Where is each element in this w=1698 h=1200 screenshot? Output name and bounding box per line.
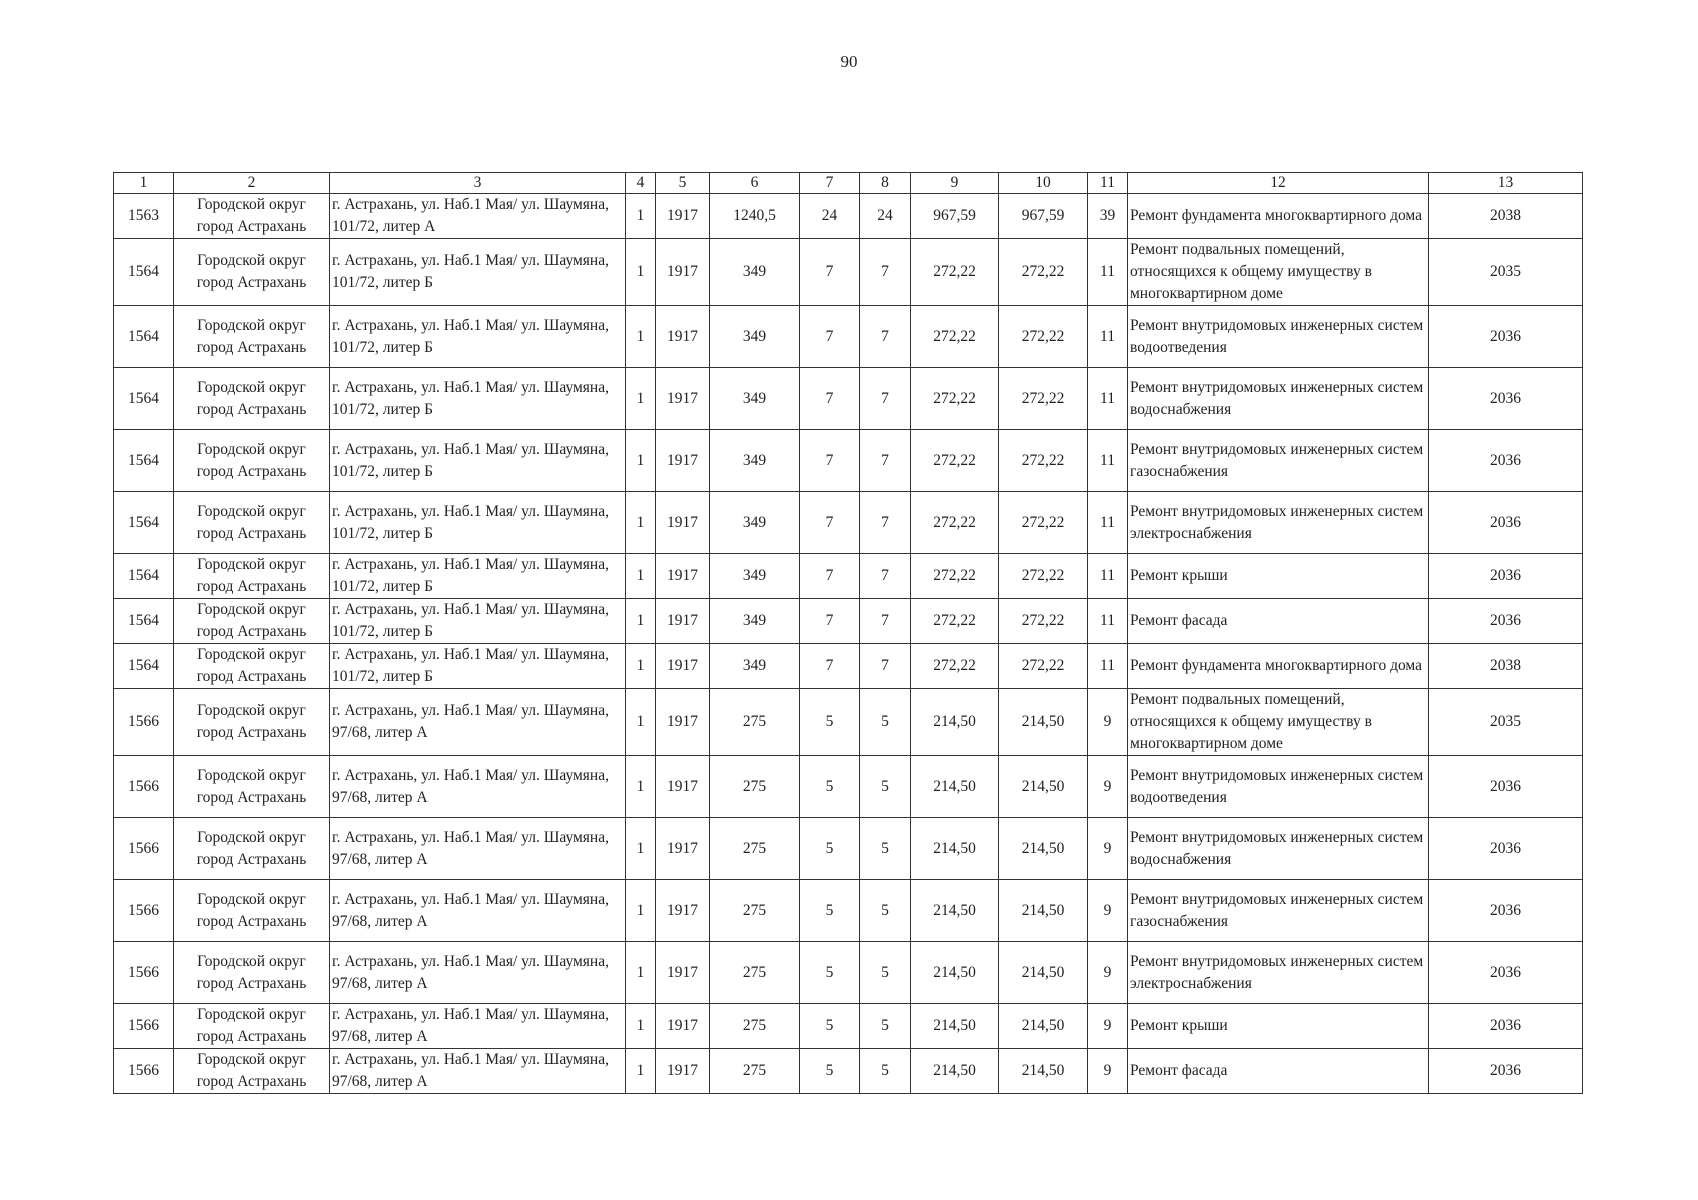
year-planned-cell: 2036 xyxy=(1429,492,1583,554)
year-built-cell: 1917 xyxy=(656,554,710,599)
col-7-cell: 5 xyxy=(800,1004,860,1049)
area-9-cell: 214,50 xyxy=(911,756,999,818)
column-header-2: 2 xyxy=(174,173,330,194)
area-9-cell: 272,22 xyxy=(911,368,999,430)
municipality-cell: Городской округ город Астрахань xyxy=(174,1004,330,1049)
municipality-cell: Городской округ город Астрахань xyxy=(174,818,330,880)
col-4-cell: 1 xyxy=(626,880,656,942)
col-4-cell: 1 xyxy=(626,942,656,1004)
municipality-cell: Городской округ город Астрахань xyxy=(174,430,330,492)
page-number: 90 xyxy=(840,52,858,71)
work-type-cell: Ремонт внутридомовых инженерных систем электроснабжения xyxy=(1128,942,1429,1004)
col-7-cell: 24 xyxy=(800,194,860,239)
column-header-5: 5 xyxy=(656,173,710,194)
row-number-cell: 1564 xyxy=(114,368,174,430)
work-type-cell: Ремонт подвальных помещений, относящихся к общему имуществу в многоквартирном доме xyxy=(1128,689,1429,756)
col-7-cell: 5 xyxy=(800,1049,860,1094)
col-4-cell: 1 xyxy=(626,756,656,818)
col-11-cell: 11 xyxy=(1088,430,1128,492)
year-planned-cell: 2036 xyxy=(1429,554,1583,599)
col-8-cell: 7 xyxy=(860,430,911,492)
address-cell: г. Астрахань, ул. Наб.1 Мая/ ул. Шаумяна, 97/68, литер А xyxy=(330,1004,626,1049)
area-9-cell: 214,50 xyxy=(911,1004,999,1049)
municipality-cell: Городской округ город Астрахань xyxy=(174,194,330,239)
address-cell: г. Астрахань, ул. Наб.1 Мая/ ул. Шаумяна, 97/68, литер А xyxy=(330,880,626,942)
col-4-cell: 1 xyxy=(626,689,656,756)
area-9-cell: 272,22 xyxy=(911,554,999,599)
col-7-cell: 5 xyxy=(800,818,860,880)
year-built-cell: 1917 xyxy=(656,818,710,880)
year-built-cell: 1917 xyxy=(656,1004,710,1049)
total-area-cell: 349 xyxy=(710,599,800,644)
year-planned-cell: 2036 xyxy=(1429,599,1583,644)
year-planned-cell: 2036 xyxy=(1429,430,1583,492)
col-4-cell: 1 xyxy=(626,239,656,306)
row-number-cell: 1564 xyxy=(114,306,174,368)
row-number-cell: 1566 xyxy=(114,1049,174,1094)
col-7-cell: 5 xyxy=(800,756,860,818)
table-row xyxy=(114,689,1583,756)
year-built-cell: 1917 xyxy=(656,368,710,430)
row-number-cell: 1564 xyxy=(114,554,174,599)
row-number-cell: 1564 xyxy=(114,599,174,644)
table-row xyxy=(114,599,1583,644)
col-8-cell: 5 xyxy=(860,942,911,1004)
area-10-cell: 272,22 xyxy=(999,430,1088,492)
table-row xyxy=(114,194,1583,239)
work-type-cell: Ремонт фундамента многоквартирного дома xyxy=(1128,194,1429,239)
col-8-cell: 5 xyxy=(860,1049,911,1094)
total-area-cell: 275 xyxy=(710,1049,800,1094)
table-row xyxy=(114,644,1583,689)
col-7-cell: 7 xyxy=(800,306,860,368)
row-number-cell: 1564 xyxy=(114,430,174,492)
year-built-cell: 1917 xyxy=(656,644,710,689)
total-area-cell: 349 xyxy=(710,492,800,554)
work-type-cell: Ремонт внутридомовых инженерных систем водоотведения xyxy=(1128,756,1429,818)
municipality-cell: Городской округ город Астрахань xyxy=(174,599,330,644)
municipality-cell: Городской округ город Астрахань xyxy=(174,492,330,554)
area-10-cell: 272,22 xyxy=(999,239,1088,306)
area-9-cell: 272,22 xyxy=(911,306,999,368)
col-4-cell: 1 xyxy=(626,492,656,554)
col-11-cell: 9 xyxy=(1088,1004,1128,1049)
col-8-cell: 5 xyxy=(860,756,911,818)
row-number-cell: 1566 xyxy=(114,689,174,756)
table-row xyxy=(114,1004,1583,1049)
col-11-cell: 9 xyxy=(1088,756,1128,818)
col-4-cell: 1 xyxy=(626,599,656,644)
work-type-cell: Ремонт крыши xyxy=(1128,554,1429,599)
table-row xyxy=(114,430,1583,492)
col-8-cell: 5 xyxy=(860,818,911,880)
col-11-cell: 11 xyxy=(1088,306,1128,368)
year-built-cell: 1917 xyxy=(656,599,710,644)
col-8-cell: 5 xyxy=(860,689,911,756)
area-9-cell: 272,22 xyxy=(911,239,999,306)
year-built-cell: 1917 xyxy=(656,306,710,368)
col-11-cell: 11 xyxy=(1088,554,1128,599)
col-4-cell: 1 xyxy=(626,1004,656,1049)
total-area-cell: 349 xyxy=(710,644,800,689)
table-header xyxy=(114,173,1583,194)
total-area-cell: 349 xyxy=(710,554,800,599)
col-7-cell: 7 xyxy=(800,368,860,430)
row-number-cell: 1563 xyxy=(114,194,174,239)
col-4-cell: 1 xyxy=(626,194,656,239)
year-planned-cell: 2036 xyxy=(1429,756,1583,818)
row-number-cell: 1564 xyxy=(114,644,174,689)
area-10-cell: 272,22 xyxy=(999,554,1088,599)
municipality-cell: Городской округ город Астрахань xyxy=(174,306,330,368)
municipality-cell: Городской округ город Астрахань xyxy=(174,756,330,818)
column-header-9: 9 xyxy=(911,173,999,194)
table-row xyxy=(114,1049,1583,1094)
address-cell: г. Астрахань, ул. Наб.1 Мая/ ул. Шаумяна, 101/72, литер Б xyxy=(330,599,626,644)
address-cell: г. Астрахань, ул. Наб.1 Мая/ ул. Шаумяна, 101/72, литер Б xyxy=(330,492,626,554)
area-10-cell: 272,22 xyxy=(999,492,1088,554)
area-9-cell: 967,59 xyxy=(911,194,999,239)
column-header-8: 8 xyxy=(860,173,911,194)
col-8-cell: 7 xyxy=(860,644,911,689)
area-10-cell: 214,50 xyxy=(999,1004,1088,1049)
year-built-cell: 1917 xyxy=(656,430,710,492)
col-11-cell: 39 xyxy=(1088,194,1128,239)
area-9-cell: 214,50 xyxy=(911,880,999,942)
address-cell: г. Астрахань, ул. Наб.1 Мая/ ул. Шаумяна, 101/72, литер Б xyxy=(330,430,626,492)
work-type-cell: Ремонт внутридомовых инженерных систем электроснабжения xyxy=(1128,492,1429,554)
area-9-cell: 272,22 xyxy=(911,599,999,644)
year-planned-cell: 2036 xyxy=(1429,368,1583,430)
column-header-12: 12 xyxy=(1128,173,1429,194)
col-11-cell: 9 xyxy=(1088,689,1128,756)
row-number-cell: 1566 xyxy=(114,756,174,818)
col-4-cell: 1 xyxy=(626,430,656,492)
area-9-cell: 272,22 xyxy=(911,430,999,492)
municipality-cell: Городской округ город Астрахань xyxy=(174,554,330,599)
col-7-cell: 5 xyxy=(800,689,860,756)
col-8-cell: 7 xyxy=(860,492,911,554)
area-9-cell: 214,50 xyxy=(911,689,999,756)
address-cell: г. Астрахань, ул. Наб.1 Мая/ ул. Шаумяна, 101/72, литер Б xyxy=(330,306,626,368)
work-type-cell: Ремонт крыши xyxy=(1128,1004,1429,1049)
area-10-cell: 272,22 xyxy=(999,599,1088,644)
column-header-4: 4 xyxy=(626,173,656,194)
col-11-cell: 11 xyxy=(1088,492,1128,554)
year-planned-cell: 2035 xyxy=(1429,689,1583,756)
table-row xyxy=(114,554,1583,599)
year-built-cell: 1917 xyxy=(656,1049,710,1094)
col-11-cell: 11 xyxy=(1088,644,1128,689)
area-10-cell: 967,59 xyxy=(999,194,1088,239)
table-row xyxy=(114,880,1583,942)
area-9-cell: 214,50 xyxy=(911,818,999,880)
municipality-cell: Городской округ город Астрахань xyxy=(174,239,330,306)
register-table xyxy=(113,172,1583,1094)
col-7-cell: 7 xyxy=(800,554,860,599)
table-row xyxy=(114,306,1583,368)
col-8-cell: 5 xyxy=(860,880,911,942)
work-type-cell: Ремонт фасада xyxy=(1128,1049,1429,1094)
address-cell: г. Астрахань, ул. Наб.1 Мая/ ул. Шаумяна, 101/72, литер Б xyxy=(330,239,626,306)
row-number-cell: 1566 xyxy=(114,942,174,1004)
col-11-cell: 11 xyxy=(1088,599,1128,644)
municipality-cell: Городской округ город Астрахань xyxy=(174,689,330,756)
row-number-cell: 1564 xyxy=(114,492,174,554)
address-cell: г. Астрахань, ул. Наб.1 Мая/ ул. Шаумяна, 97/68, литер А xyxy=(330,818,626,880)
year-planned-cell: 2036 xyxy=(1429,880,1583,942)
col-7-cell: 5 xyxy=(800,880,860,942)
area-10-cell: 214,50 xyxy=(999,880,1088,942)
municipality-cell: Городской округ город Астрахань xyxy=(174,880,330,942)
address-cell: г. Астрахань, ул. Наб.1 Мая/ ул. Шаумяна, 101/72, литер Б xyxy=(330,644,626,689)
year-planned-cell: 2038 xyxy=(1429,194,1583,239)
col-11-cell: 9 xyxy=(1088,1049,1128,1094)
col-7-cell: 7 xyxy=(800,492,860,554)
work-type-cell: Ремонт подвальных помещений, относящихся к общему имуществу в многоквартирном доме xyxy=(1128,239,1429,306)
address-cell: г. Астрахань, ул. Наб.1 Мая/ ул. Шаумяна, 101/72, литер Б xyxy=(330,368,626,430)
total-area-cell: 349 xyxy=(710,368,800,430)
col-4-cell: 1 xyxy=(626,644,656,689)
col-8-cell: 7 xyxy=(860,239,911,306)
area-9-cell: 272,22 xyxy=(911,644,999,689)
year-planned-cell: 2035 xyxy=(1429,239,1583,306)
year-built-cell: 1917 xyxy=(656,756,710,818)
address-cell: г. Астрахань, ул. Наб.1 Мая/ ул. Шаумяна, 97/68, литер А xyxy=(330,689,626,756)
col-4-cell: 1 xyxy=(626,368,656,430)
work-type-cell: Ремонт внутридомовых инженерных систем газоснабжения xyxy=(1128,880,1429,942)
row-number-cell: 1564 xyxy=(114,239,174,306)
address-cell: г. Астрахань, ул. Наб.1 Мая/ ул. Шаумяна, 97/68, литер А xyxy=(330,1049,626,1094)
table-row xyxy=(114,756,1583,818)
table-row xyxy=(114,368,1583,430)
area-10-cell: 214,50 xyxy=(999,942,1088,1004)
year-planned-cell: 2036 xyxy=(1429,306,1583,368)
col-4-cell: 1 xyxy=(626,306,656,368)
area-10-cell: 214,50 xyxy=(999,1049,1088,1094)
col-8-cell: 7 xyxy=(860,368,911,430)
column-header-3: 3 xyxy=(330,173,626,194)
total-area-cell: 275 xyxy=(710,689,800,756)
year-planned-cell: 2036 xyxy=(1429,1004,1583,1049)
work-type-cell: Ремонт внутридомовых инженерных систем водоснабжения xyxy=(1128,368,1429,430)
area-10-cell: 272,22 xyxy=(999,644,1088,689)
year-built-cell: 1917 xyxy=(656,194,710,239)
area-9-cell: 272,22 xyxy=(911,492,999,554)
total-area-cell: 275 xyxy=(710,818,800,880)
col-8-cell: 7 xyxy=(860,306,911,368)
col-4-cell: 1 xyxy=(626,1049,656,1094)
year-planned-cell: 2038 xyxy=(1429,644,1583,689)
year-planned-cell: 2036 xyxy=(1429,942,1583,1004)
col-7-cell: 7 xyxy=(800,599,860,644)
area-10-cell: 272,22 xyxy=(999,306,1088,368)
col-4-cell: 1 xyxy=(626,554,656,599)
col-7-cell: 7 xyxy=(800,644,860,689)
year-planned-cell: 2036 xyxy=(1429,1049,1583,1094)
area-10-cell: 272,22 xyxy=(999,368,1088,430)
total-area-cell: 275 xyxy=(710,880,800,942)
col-8-cell: 7 xyxy=(860,554,911,599)
column-header-10: 10 xyxy=(999,173,1088,194)
municipality-cell: Городской округ город Астрахань xyxy=(174,368,330,430)
row-number-cell: 1566 xyxy=(114,880,174,942)
area-10-cell: 214,50 xyxy=(999,689,1088,756)
total-area-cell: 1240,5 xyxy=(710,194,800,239)
year-built-cell: 1917 xyxy=(656,239,710,306)
total-area-cell: 349 xyxy=(710,306,800,368)
column-header-6: 6 xyxy=(710,173,800,194)
col-7-cell: 5 xyxy=(800,942,860,1004)
col-11-cell: 9 xyxy=(1088,942,1128,1004)
table-body xyxy=(114,194,1583,1094)
municipality-cell: Городской округ город Астрахань xyxy=(174,1049,330,1094)
col-11-cell: 9 xyxy=(1088,880,1128,942)
column-header-11: 11 xyxy=(1088,173,1128,194)
row-number-cell: 1566 xyxy=(114,1004,174,1049)
column-header-1: 1 xyxy=(114,173,174,194)
header-row xyxy=(114,173,1583,194)
total-area-cell: 275 xyxy=(710,1004,800,1049)
work-type-cell: Ремонт внутридомовых инженерных систем водоснабжения xyxy=(1128,818,1429,880)
column-header-13: 13 xyxy=(1429,173,1583,194)
total-area-cell: 275 xyxy=(710,756,800,818)
col-8-cell: 24 xyxy=(860,194,911,239)
work-type-cell: Ремонт внутридомовых инженерных систем водоотведения xyxy=(1128,306,1429,368)
total-area-cell: 349 xyxy=(710,430,800,492)
col-7-cell: 7 xyxy=(800,430,860,492)
municipality-cell: Городской округ город Астрахань xyxy=(174,644,330,689)
address-cell: г. Астрахань, ул. Наб.1 Мая/ ул. Шаумяна, 101/72, литер А xyxy=(330,194,626,239)
year-built-cell: 1917 xyxy=(656,689,710,756)
year-planned-cell: 2036 xyxy=(1429,818,1583,880)
col-8-cell: 5 xyxy=(860,1004,911,1049)
municipality-cell: Городской округ город Астрахань xyxy=(174,942,330,1004)
area-9-cell: 214,50 xyxy=(911,1049,999,1094)
address-cell: г. Астрахань, ул. Наб.1 Мая/ ул. Шаумяна, 101/72, литер Б xyxy=(330,554,626,599)
table-row xyxy=(114,492,1583,554)
area-10-cell: 214,50 xyxy=(999,756,1088,818)
address-cell: г. Астрахань, ул. Наб.1 Мая/ ул. Шаумяна, 97/68, литер А xyxy=(330,942,626,1004)
table-row xyxy=(114,239,1583,306)
year-built-cell: 1917 xyxy=(656,942,710,1004)
col-8-cell: 7 xyxy=(860,599,911,644)
area-10-cell: 214,50 xyxy=(999,818,1088,880)
work-type-cell: Ремонт фундамента многоквартирного дома xyxy=(1128,644,1429,689)
col-11-cell: 11 xyxy=(1088,368,1128,430)
col-11-cell: 11 xyxy=(1088,239,1128,306)
area-9-cell: 214,50 xyxy=(911,942,999,1004)
work-type-cell: Ремонт фасада xyxy=(1128,599,1429,644)
col-4-cell: 1 xyxy=(626,818,656,880)
table-row xyxy=(114,818,1583,880)
total-area-cell: 275 xyxy=(710,942,800,1004)
col-7-cell: 7 xyxy=(800,239,860,306)
col-11-cell: 9 xyxy=(1088,818,1128,880)
column-header-7: 7 xyxy=(800,173,860,194)
table-row xyxy=(114,942,1583,1004)
address-cell: г. Астрахань, ул. Наб.1 Мая/ ул. Шаумяна, 97/68, литер А xyxy=(330,756,626,818)
work-type-cell: Ремонт внутридомовых инженерных систем газоснабжения xyxy=(1128,430,1429,492)
total-area-cell: 349 xyxy=(710,239,800,306)
year-built-cell: 1917 xyxy=(656,880,710,942)
row-number-cell: 1566 xyxy=(114,818,174,880)
year-built-cell: 1917 xyxy=(656,492,710,554)
